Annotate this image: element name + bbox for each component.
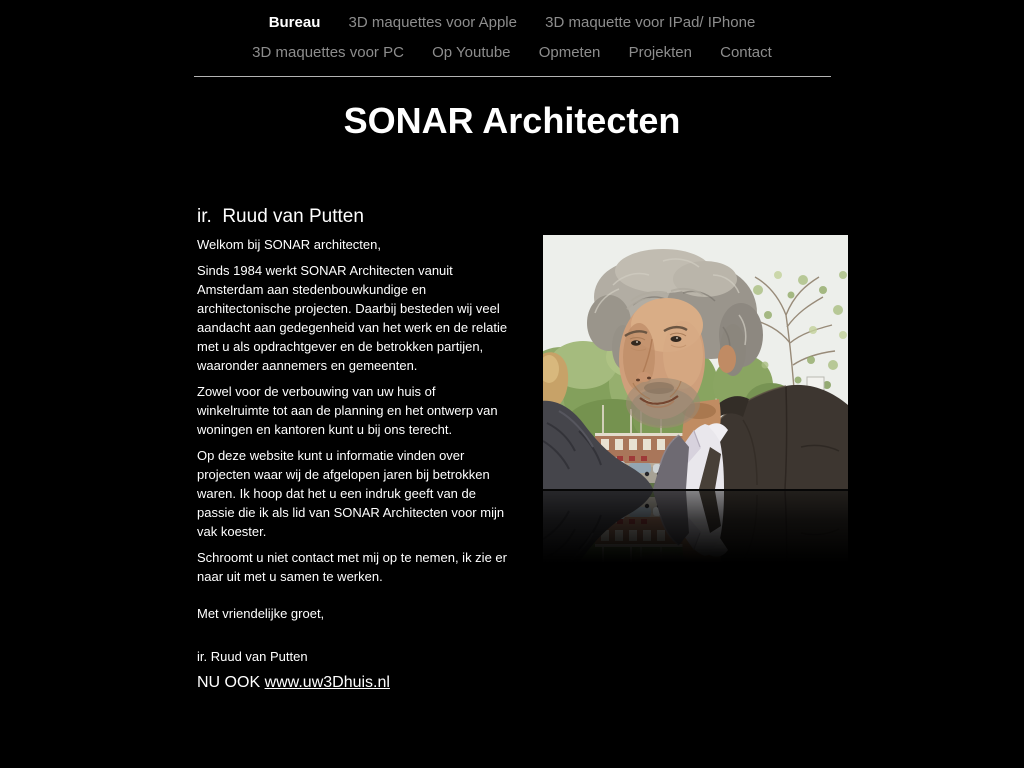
promo-link-uw3dhuis[interactable]: www.uw3Dhuis.nl: [264, 674, 390, 691]
nav-row-1: [0, 8, 1024, 38]
services-paragraph: Zowel voor de verbouwing van uw huis of winkelruimte tot aan de planning en het ontwerp van woningen en kantoren kunt u bij ons terecht.: [197, 384, 498, 437]
page-heading: ir. Ruud van Putten: [197, 206, 364, 227]
contact-paragraph: Schroomt u niet contact met mij op te nemen, ik zie er naar uit met u samen te werken.: [197, 550, 507, 584]
intro-paragraph: Welkom bij SONAR architecten,: [197, 237, 381, 252]
promo-prefix: NU OOK: [197, 674, 265, 691]
nav-divider: [194, 76, 831, 77]
text-column: [197, 235, 509, 700]
nav-row-2: [0, 38, 1024, 68]
nav-item-contact[interactable]: Contact: [720, 44, 772, 61]
photo-column: [543, 235, 848, 700]
signature-text: ir. Ruud van Putten: [197, 649, 308, 664]
nav-item-projekten[interactable]: Projekten: [628, 44, 692, 61]
about-paragraph: Sinds 1984 werkt SONAR Architecten vanuit Amsterdam aan stedenbouwkundige en architectonische projecten. Daarbij besteden wij veel aandacht aan gedegenheid van het werk en de relatie met u als opdrachtgever en de betrokken partijen, waaronder aannemers en gemeenten.: [197, 263, 508, 373]
closing-text: Met vriendelijke groet,: [197, 606, 325, 621]
portrait-photo: [543, 235, 848, 489]
nav-item-3d-maquettes-apple[interactable]: 3D maquettes voor Apple: [348, 14, 517, 31]
nav-item-opmeten[interactable]: Opmeten: [538, 44, 601, 61]
nav-item-bureau[interactable]: Bureau: [268, 14, 321, 31]
website-paragraph: Op deze website kunt u informatie vinden over projecten waar wij de afgelopen jaren bij betrokken waren. Ik hoop dat het u een indruk geeft van de passie die ik als lid van SONAR Architecten voor mijn vak koester.: [197, 448, 505, 539]
promo-text: [197, 673, 509, 693]
site-title: SONAR Architecten: [343, 100, 681, 141]
content-area: [197, 205, 848, 700]
nav-item-op-youtube[interactable]: Op Youtube: [432, 44, 511, 61]
nav-item-3d-maquette-ipad-iphone[interactable]: 3D maquette voor IPad/ IPhone: [545, 14, 756, 31]
top-nav: [0, 0, 1024, 68]
columns: [197, 235, 848, 700]
nav-item-3d-maquettes-pc[interactable]: 3D maquettes voor PC: [252, 44, 404, 61]
photo-reflection: [543, 489, 848, 563]
